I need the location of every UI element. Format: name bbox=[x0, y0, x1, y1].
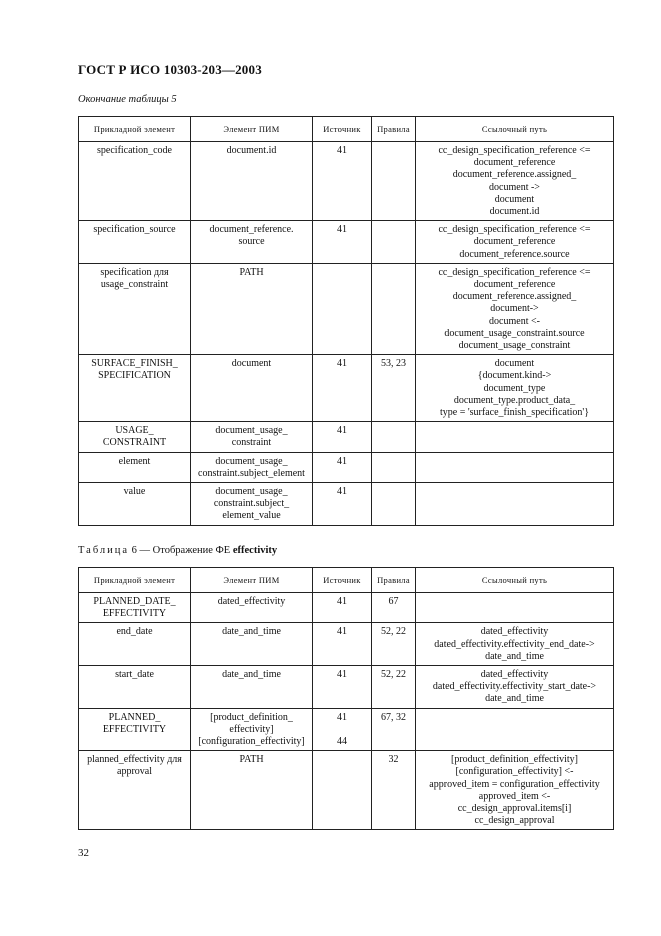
source-cell: 41 bbox=[313, 355, 372, 422]
table-row bbox=[79, 263, 614, 354]
source-cell: 41 44 bbox=[313, 708, 372, 751]
column-header: Ссылочный путь bbox=[416, 117, 614, 142]
source-cell: 41 bbox=[313, 666, 372, 709]
applied-element-cell: SURFACE_FINISH_ SPECIFICATION bbox=[79, 355, 191, 422]
applied-element-cell: PLANNED_DATE_ EFFECTIVITY bbox=[79, 593, 191, 623]
pim-element-cell: PATH bbox=[191, 751, 313, 830]
table-row bbox=[79, 751, 614, 830]
pim-element-cell: document.id bbox=[191, 142, 313, 221]
column-header: Правила bbox=[372, 568, 416, 593]
column-header: Прикладной элемент bbox=[79, 568, 191, 593]
rules-cell: 52, 22 bbox=[372, 666, 416, 709]
applied-element-cell: PLANNED_ EFFECTIVITY bbox=[79, 708, 191, 751]
table-row bbox=[79, 666, 614, 709]
reference-path-cell: document {document.kind-> document_type document_type.product_data_ type = 'surface_finish_specification'} bbox=[416, 355, 614, 422]
rules-cell bbox=[372, 221, 416, 264]
pim-element-cell: PATH bbox=[191, 263, 313, 354]
reference-path-cell: dated_effectivity dated_effectivity.effectivity_start_date-> date_and_time bbox=[416, 666, 614, 709]
pim-element-cell: document_reference. source bbox=[191, 221, 313, 264]
table6-caption-text: 6 — Отображение ФЕ bbox=[129, 545, 233, 556]
rules-cell: 53, 23 bbox=[372, 355, 416, 422]
source-cell: 41 bbox=[313, 142, 372, 221]
source-cell: 41 bbox=[313, 422, 372, 452]
table6-caption bbox=[78, 545, 277, 556]
table5-caption: Окончание таблицы 5 bbox=[78, 94, 177, 105]
source-cell: 41 bbox=[313, 483, 372, 526]
source-cell: 41 bbox=[313, 623, 372, 666]
source-cell: 41 bbox=[313, 452, 372, 482]
pim-element-cell: date_and_time bbox=[191, 623, 313, 666]
pim-element-cell: document_usage_ constraint.subject_element bbox=[191, 452, 313, 482]
table-row bbox=[79, 221, 614, 264]
applied-element-cell: element bbox=[79, 452, 191, 482]
applied-element-cell: specification_code bbox=[79, 142, 191, 221]
table-row bbox=[79, 452, 614, 482]
applied-element-cell: specification для usage_constraint bbox=[79, 263, 191, 354]
table6-caption-label: Таблица bbox=[78, 545, 130, 556]
pim-element-cell: date_and_time bbox=[191, 666, 313, 709]
source-cell bbox=[313, 263, 372, 354]
applied-element-cell: USAGE_ CONSTRAINT bbox=[79, 422, 191, 452]
applied-element-cell: value bbox=[79, 483, 191, 526]
reference-path-cell: cc_design_specification_reference <= document_reference document_reference.source bbox=[416, 221, 614, 264]
reference-path-cell bbox=[416, 483, 614, 526]
column-header: Источник bbox=[313, 568, 372, 593]
reference-path-cell: dated_effectivity dated_effectivity.effectivity_end_date-> date_and_time bbox=[416, 623, 614, 666]
pim-element-cell: [product_definition_ effectivity] [configuration_effectivity] bbox=[191, 708, 313, 751]
applied-element-cell: start_date bbox=[79, 666, 191, 709]
table-row bbox=[79, 355, 614, 422]
column-header: Правила bbox=[372, 117, 416, 142]
reference-path-cell: cc_design_specification_reference <= document_reference document_reference.assigned_ document -> document document.id bbox=[416, 142, 614, 221]
table5-body bbox=[79, 142, 614, 526]
reference-path-cell: cc_design_specification_reference <= document_reference document_reference.assigned_ document-> document <- document_usage_constraint.source document_usage_constraint bbox=[416, 263, 614, 354]
rules-cell bbox=[372, 263, 416, 354]
table-row bbox=[79, 708, 614, 751]
document-header: ГОСТ Р ИСО 10303-203—2003 bbox=[78, 62, 262, 77]
table6-caption-bold: effectivity bbox=[232, 545, 278, 556]
reference-path-cell bbox=[416, 593, 614, 623]
rules-cell: 52, 22 bbox=[372, 623, 416, 666]
column-header: Источник bbox=[313, 117, 372, 142]
column-header: Элемент ПИМ bbox=[191, 568, 313, 593]
table-row bbox=[79, 593, 614, 623]
table5 bbox=[78, 116, 614, 526]
table-row bbox=[79, 623, 614, 666]
source-cell: 41 bbox=[313, 221, 372, 264]
table-row bbox=[79, 483, 614, 526]
pim-element-cell: document_usage_ constraint.subject_ element_value bbox=[191, 483, 313, 526]
page-number: 32 bbox=[78, 847, 89, 859]
pim-element-cell: dated_effectivity bbox=[191, 593, 313, 623]
column-header: Элемент ПИМ bbox=[191, 117, 313, 142]
table5-header-row bbox=[79, 117, 614, 142]
rules-cell: 67 bbox=[372, 593, 416, 623]
table-row bbox=[79, 422, 614, 452]
rules-cell: 67, 32 bbox=[372, 708, 416, 751]
rules-cell bbox=[372, 422, 416, 452]
reference-path-cell bbox=[416, 708, 614, 751]
reference-path-cell bbox=[416, 452, 614, 482]
source-cell bbox=[313, 751, 372, 830]
pim-element-cell: document bbox=[191, 355, 313, 422]
table6-body bbox=[79, 593, 614, 830]
rules-cell bbox=[372, 483, 416, 526]
table6-header-row bbox=[79, 568, 614, 593]
reference-path-cell: [product_definition_effectivity] [configuration_effectivity] <- approved_item = configuration_effectivity approved_item <- cc_design_approval.items[i] cc_design_approval bbox=[416, 751, 614, 830]
pim-element-cell: document_usage_ constraint bbox=[191, 422, 313, 452]
reference-path-cell bbox=[416, 422, 614, 452]
applied-element-cell: planned_effectivity для approval bbox=[79, 751, 191, 830]
rules-cell bbox=[372, 452, 416, 482]
applied-element-cell: end_date bbox=[79, 623, 191, 666]
source-cell: 41 bbox=[313, 593, 372, 623]
table6 bbox=[78, 567, 614, 830]
rules-cell bbox=[372, 142, 416, 221]
rules-cell: 32 bbox=[372, 751, 416, 830]
applied-element-cell: specification_source bbox=[79, 221, 191, 264]
column-header: Ссылочный путь bbox=[416, 568, 614, 593]
column-header: Прикладной элемент bbox=[79, 117, 191, 142]
table-row bbox=[79, 142, 614, 221]
